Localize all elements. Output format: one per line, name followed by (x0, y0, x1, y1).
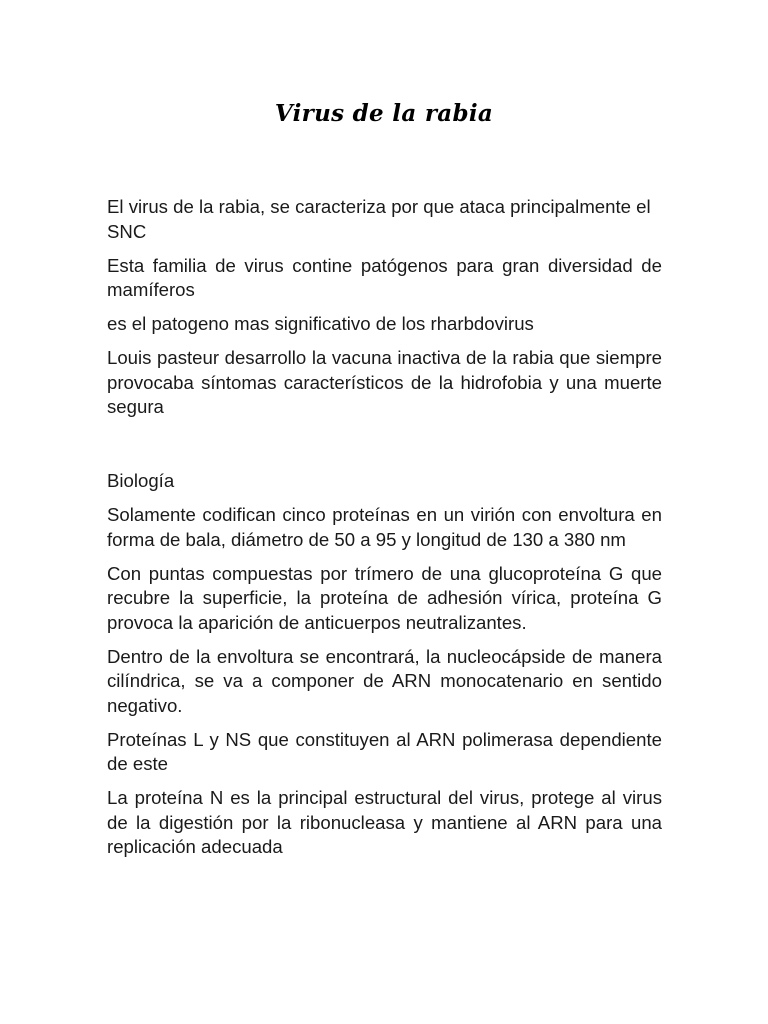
paragraph: Louis pasteur desarrollo la vacuna inactiva de la rabia que siempre provocaba síntomas característicos de la hidrofobia y una muerte segura (107, 347, 662, 417)
section-spacer (107, 429, 662, 469)
document-body (107, 195, 662, 869)
paragraph: es el patogeno mas significativo de los rharbdovirus (107, 313, 534, 334)
document-title: Virus de la rabia (274, 100, 494, 127)
paragraph: La proteína N es la principal estructural del virus, protege al virus de la digestión por la ribonucleasa y mantiene al ARN para una replicación adecuada (107, 787, 662, 857)
paragraph: Proteínas L y NS que constituyen al ARN polimerasa dependiente de este (107, 728, 662, 774)
section-heading: Biología (107, 470, 175, 491)
paragraph: Dentro de la envoltura se encontrará, la nucleocápside de manera cilíndrica, se va a componer de ARN monocatenario en sentido negativo. (107, 645, 662, 716)
paragraph: Solamente codifican cinco proteínas en un virión con envoltura en forma de bala, diámetro de 50 a 95 y longitud de 130 a 380 nm (107, 504, 662, 550)
paragraph: Con puntas compuestas por trímero de una glucoproteína G que recubre la superficie, la proteína de adhesión vírica, proteína G provoca la aparición de anticuerpos neutralizantes. (107, 562, 662, 633)
paragraph: El virus de la rabia, se caracteriza por que ataca principalmente el SNC (107, 196, 651, 242)
paragraph: Esta familia de virus contine patógenos para gran diversidad de mamíferos (107, 254, 662, 300)
